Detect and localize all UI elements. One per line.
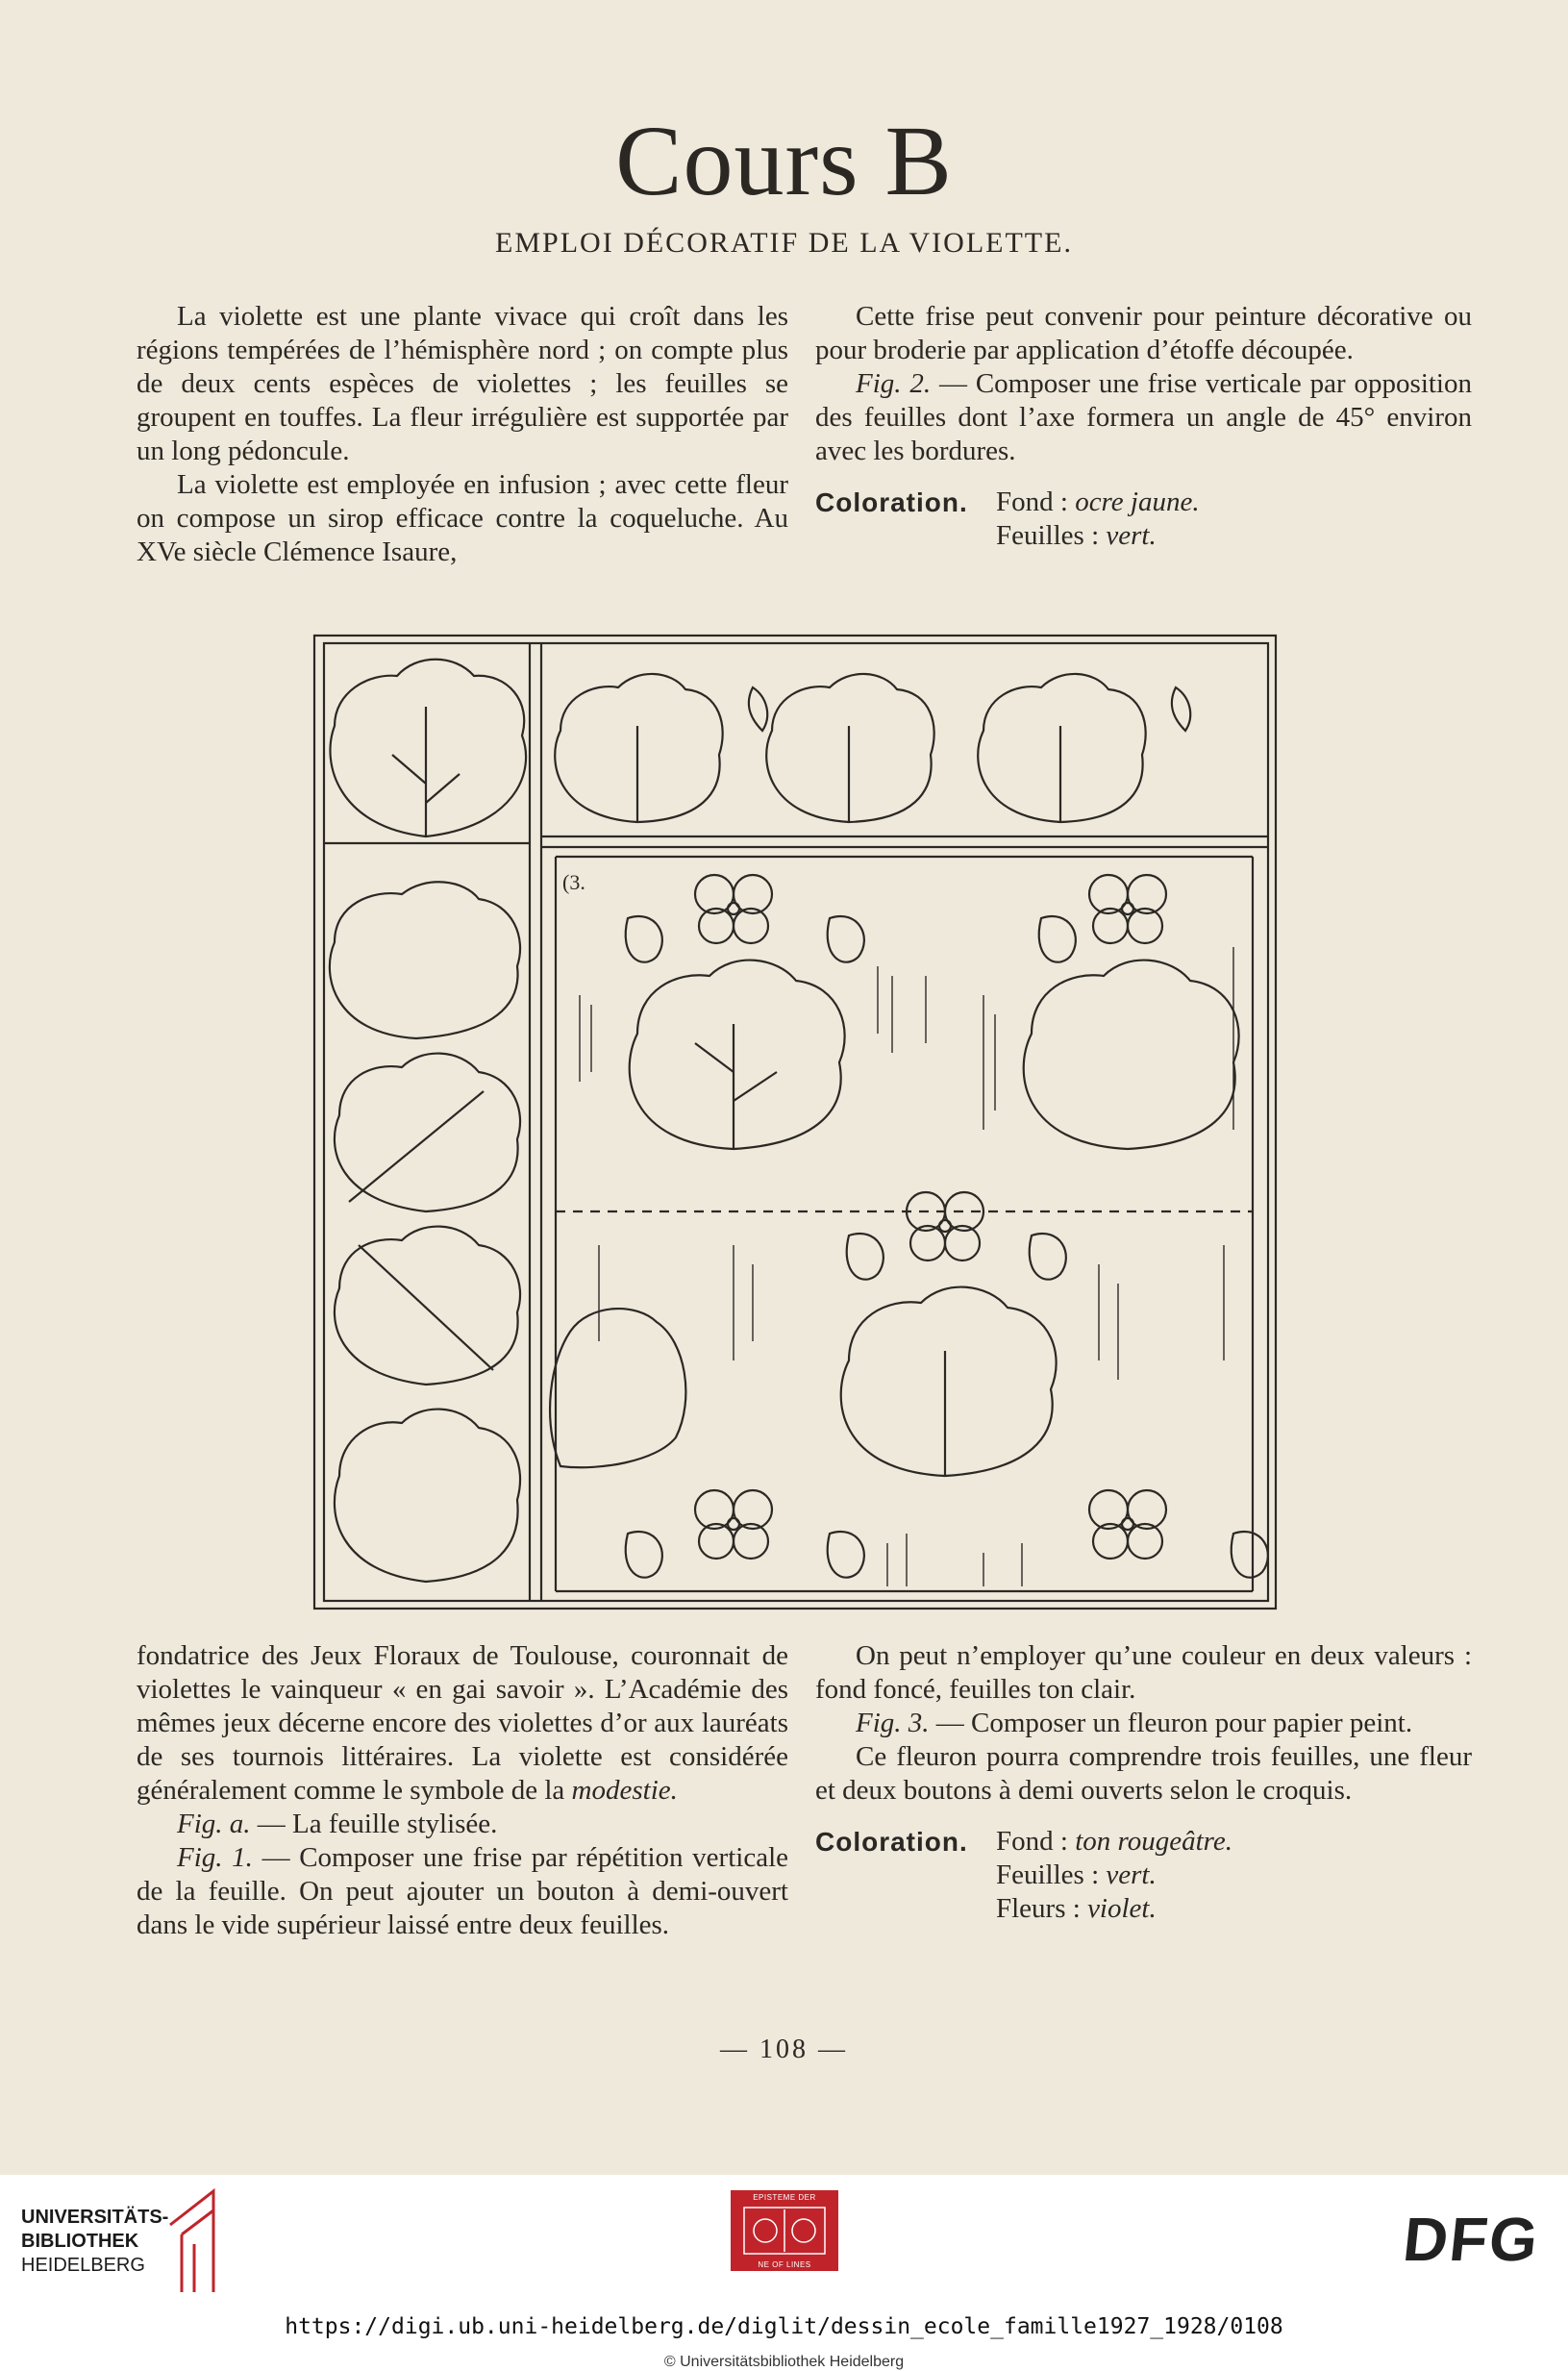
coloration-block: Coloration. Fond : ton rougeâtre. Feuilles : vert. Fleurs : violet. bbox=[815, 1826, 1232, 1924]
coloration-block: Coloration. Fond : ocre jaune. Feuilles : vert. bbox=[815, 487, 1200, 551]
bud-motif bbox=[1232, 1532, 1268, 1578]
bud-motif bbox=[828, 916, 864, 962]
episteme-emblem-icon bbox=[731, 2202, 838, 2259]
viewer-footer bbox=[0, 2175, 1568, 2370]
hatching bbox=[580, 947, 1233, 1586]
text-column-2 bbox=[815, 300, 1472, 553]
leaf-motif bbox=[978, 674, 1145, 822]
page-number: — 108 — bbox=[720, 2034, 848, 2064]
violet-flower bbox=[695, 875, 772, 943]
dfg-logo[interactable]: DFG bbox=[1400, 2205, 1543, 2274]
violet-flower bbox=[907, 1192, 983, 1260]
paragraph: On peut n’employer qu’une couleur en deux valeurs : fond foncé, feuilles ton clair. bbox=[815, 1640, 1472, 1705]
permalink-url[interactable]: https://digi.ub.uni-heidelberg.de/diglit/dessin_ecole_famille1927_1928/0108 bbox=[285, 2314, 1283, 2339]
figure-label: (3. bbox=[562, 870, 585, 894]
bud-motif bbox=[828, 1532, 864, 1578]
bud-motif bbox=[626, 916, 662, 962]
leaf-motif bbox=[330, 660, 526, 836]
library-mark-icon bbox=[161, 2186, 228, 2302]
figure-ref: Fig. 2. bbox=[856, 368, 932, 399]
figure-ref: Fig. 3. bbox=[856, 1708, 930, 1738]
page-title: Cours B bbox=[615, 106, 953, 216]
leaf-motif bbox=[330, 882, 520, 1038]
leaf-motif bbox=[550, 1309, 685, 1467]
bud-motif bbox=[1030, 1234, 1066, 1280]
leaf-motif bbox=[555, 674, 722, 822]
coloration-label: Coloration. bbox=[815, 487, 968, 517]
leaf-motif bbox=[335, 1054, 520, 1211]
paragraph: Fig. 1. — Composer une frise par répétition verticale de la feuille. On peut ajouter un bouton à demi-ouvert dans le vide supérieur laissé entre deux feuilles. bbox=[137, 1842, 788, 1940]
bud-motif bbox=[626, 1532, 662, 1578]
paragraph: fondatrice des Jeux Floraux de Toulouse, couronnait de violettes le vainqueur « en gai savoir ». L’Académie des mêmes jeux décerne encore des violettes d’or aux lauréats de ses tournois littéraires. La violette est considérée généralement comme le symbole de la modestie. bbox=[137, 1640, 788, 1806]
figure-ref: Fig. a. bbox=[177, 1809, 251, 1839]
leaf-motif bbox=[630, 961, 845, 1149]
text-column-4 bbox=[815, 1639, 1472, 1926]
leaf-motif bbox=[335, 1410, 520, 1582]
paragraph: Fig. 3. — Composer un fleuron pour papier peint. bbox=[856, 1708, 1413, 1738]
violet-frieze-illustration bbox=[311, 630, 1282, 1615]
text-column-1 bbox=[137, 300, 788, 569]
bud-motif bbox=[847, 1234, 884, 1280]
leaf-motif bbox=[841, 1287, 1057, 1476]
leaf-motif bbox=[335, 1227, 520, 1385]
bud-motif bbox=[749, 687, 767, 731]
paragraph: Cette frise peut convenir pour peinture décorative ou pour broderie par application d’étoffe découpée. bbox=[815, 301, 1472, 365]
leaf-motif bbox=[1024, 961, 1239, 1149]
page-subtitle: EMPLOI DÉCORATIF DE LA VIOLETTE. bbox=[495, 227, 1073, 259]
paragraph: Fig. 2. — Composer une frise verticale par opposition des feuilles dont l’axe formera un angle de 45° environ avec les bordures. bbox=[815, 368, 1472, 466]
violet-flower bbox=[1089, 875, 1166, 943]
text-column-3 bbox=[137, 1639, 788, 1942]
university-library-logo[interactable]: UNIVERSITÄTS- BIBLIOTHEK HEIDELBERG bbox=[21, 2186, 233, 2302]
paragraph: La violette est employée en infusion ; avec cette fleur on compose un sirop efficace contre la coqueluche. Au XVe siècle Clémence Isaure, bbox=[137, 469, 788, 567]
violet-flower bbox=[1089, 1490, 1166, 1559]
copyright-notice: © Universitätsbibliothek Heidelberg bbox=[663, 2354, 905, 2370]
paragraph: Fig. a. — La feuille stylisée. bbox=[177, 1809, 498, 1839]
paragraph: Ce fleuron pourra comprendre trois feuilles, une fleur et deux boutons à demi ouverts selon le croquis. bbox=[815, 1741, 1472, 1806]
bud-motif bbox=[1039, 916, 1076, 962]
paragraph: La violette est une plante vivace qui croît dans les régions tempérées de l’hémisphère nord ; on compte plus de deux cents espèces de violettes ; les feuilles se groupent en touffes. La fleur irrégulière est supportée par un long pédoncule. bbox=[137, 301, 788, 466]
bud-motif bbox=[1172, 687, 1190, 731]
figure-ref: Fig. 1. bbox=[177, 1842, 253, 1873]
coloration-label: Coloration. bbox=[815, 1827, 968, 1857]
violet-flower bbox=[695, 1490, 772, 1559]
leaf-motif bbox=[766, 674, 933, 822]
episteme-logo[interactable]: EPISTEME DER NE OF LINES bbox=[731, 2190, 838, 2271]
